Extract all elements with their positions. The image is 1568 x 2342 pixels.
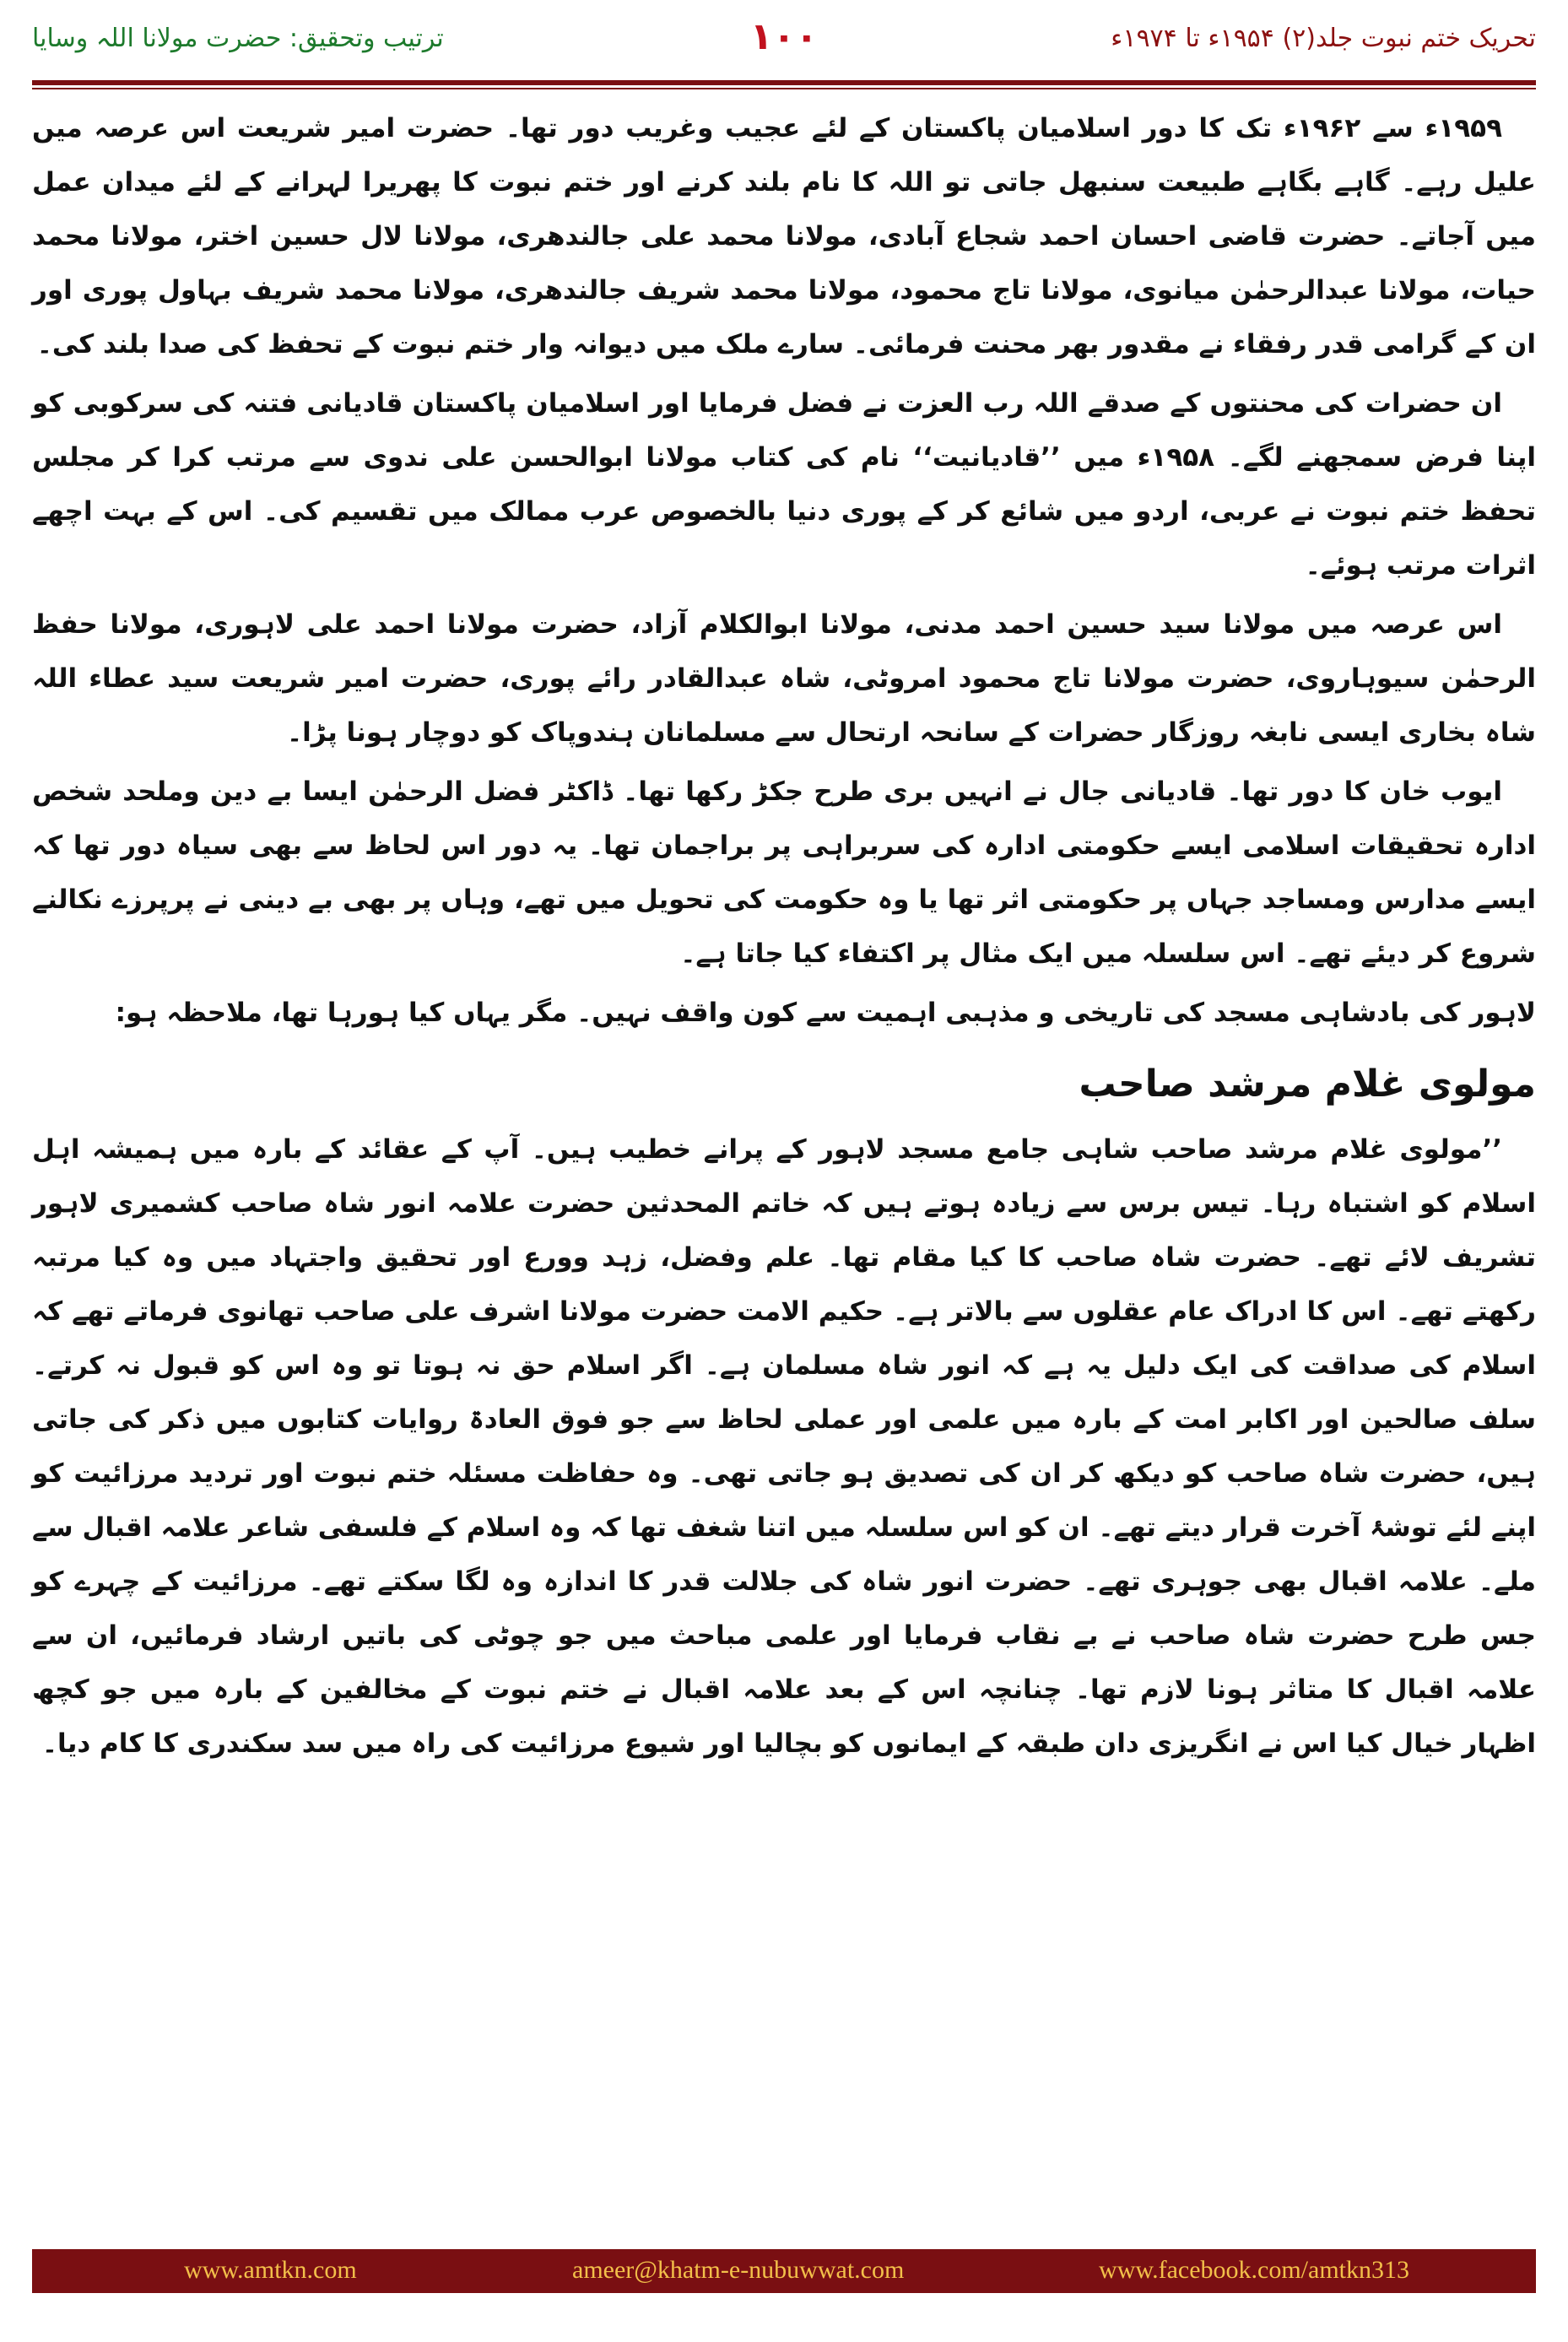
- header-compiler: ترتیب وتحقیق: حضرت مولانا اللہ وسایا: [32, 24, 444, 53]
- page-number: ۱۰۰: [749, 15, 819, 58]
- page-body: [32, 101, 1536, 2232]
- quote-paragraph: ’’مولوی غلام مرشد صاحب شاہی جامع مسجد لاہور کے پرانے خطیب ہیں۔ آپ کے عقائد کے بارہ میں ہمیشہ اہل اسلام کو اشتباہ رہا۔ تیس برس سے زیادہ ہوتے ہیں کہ خاتم المحدثین حضرت علامہ انور شاہ صاحب کشمیری لاہور تشریف لائے تھے۔ حضرت شاہ صاحب کا کیا مقام تھا۔ علم وفضل، زہد وورع اور تحقیق واجتہاد میں وہ کیا مرتبہ رکھتے تھے۔ اس کا ادراک عام عقلوں سے بالاتر ہے۔ حکیم الامت حضرت مولانا اشرف علی صاحب تھانوی فرماتے تھے کہ اسلام کی صداقت کی ایک دلیل یہ ہے کہ انور شاہ مسلمان ہے۔ اگر اسلام حق نہ ہوتا تو وہ اس کو قبول نہ کرتے۔ سلف صالحین اور اکابر امت کے بارہ میں علمی اور عملی لحاظ سے جو فوق العادۃ روایات کتابوں میں ذکر کی جاتی ہیں، حضرت شاہ صاحب کو دیکھ کر ان کی تصدیق ہو جاتی تھی۔ وہ حفاظت مسئلہ ختم نبوت اور تردید مرزائیت کو اپنے لئے توشۂ آخرت قرار دیتے تھے۔ ان کو اس سلسلہ میں اتنا شغف تھا کہ وہ اسلام کے فلسفی شاعر علامہ اقبال سے ملے۔ علامہ اقبال بھی جوہری تھے۔ حضرت انور شاہ کی جلالت قدر کا اندازہ وہ لگا سکتے تھے۔ مرزائیت کے چہرے کو جس طرح حضرت شاہ صاحب نے بے نقاب فرمایا اور علمی مباحث میں جو چوٹی کی باتیں ارشاد فرمائیں، ان سے علامہ اقبال کا متاثر ہونا لازم تھا۔ چنانچہ اس کے بعد علامہ اقبال نے ختم نبوت کے مخالفین کے بارہ میں جو کچھ اظہار خیال کیا اس نے انگریزی دان طبقہ کے ایمانوں کو بچالیا اور شیوع مرزائیت کی راہ میں سد سکندری کا کام دیا۔: [32, 1134, 1536, 1759]
- paragraph: ۱۹۵۹ء سے ۱۹۶۲ء تک کا دور اسلامیان پاکستان کے لئے عجیب وغریب دور تھا۔ حضرت امیر شریعت اس عرصہ میں علیل رہے۔ گاہے بگاہے طبیعت سنبھل جاتی تو اللہ کا نام بلند کرنے اور ختم نبوت کا پھریرا لہرانے کے لئے میدان عمل میں آجاتے۔ حضرت قاضی احسان احمد شجاع آبادی، مولانا محمد علی جالندھری، مولانا لال حسین اختر، مولانا محمد حیات، مولانا عبدالرحمٰن میانوی، مولانا تاج محمود، مولانا محمد شریف جالندھری، مولانا محمد شریف بہاول پوری اور ان کے گرامی قدر رفقاء نے مقدور بھر محنت فرمائی۔ سارے ملک میں دیوانہ وار ختم نبوت کے تحفظ کی صدا بلند کی۔: [32, 113, 1536, 360]
- header-book-title: تحریک ختم نبوت جلد(۲) ۱۹۵۴ء تا ۱۹۷۴ء: [1111, 24, 1536, 53]
- paragraph: ان حضرات کی محنتوں کے صدقے اللہ رب العزت نے فضل فرمایا اور اسلامیان پاکستان قادیانی فتنہ کی سرکوبی کو اپنا فرض سمجھنے لگے۔ ۱۹۵۸ء میں ’’قادیانیت‘‘ نام کی کتاب مولانا ابوالحسن علی ندوی سے مرتب کرا کر مجلس تحفظ ختم نبوت نے عربی، اردو میں شائع کر کے پوری دنیا بالخصوص عرب ممالک میں تقسیم کی۔ اس کے بہت اچھے اثرات مرتب ہوئے۔: [32, 388, 1536, 581]
- header-rule: [32, 80, 1536, 85]
- footer-website-link[interactable]: www.amtkn.com: [184, 2256, 357, 2284]
- paragraph: اس عرصہ میں مولانا سید حسین احمد مدنی، مولانا ابوالکلام آزاد، حضرت مولانا احمد علی لاہوری، مولانا حفظ الرحمٰن سیوہاروی، حضرت مولانا تاج محمود امروٹی، شاہ عبدالقادر رائے پوری، حضرت امیر شریعت سید عطاء اللہ شاہ بخاری ایسی نابغہ روزگار حضرات کے سانحہ ارتحال سے مسلمانان ہندوپاک کو دوچار ہونا پڑا۔: [32, 609, 1536, 748]
- paragraph: ایوب خان کا دور تھا۔ قادیانی جال نے انہیں بری طرح جکڑ رکھا تھا۔ ڈاکٹر فضل الرحمٰن ایسا بے دین وملحد شخص ادارہ تحقیقات اسلامی ایسے حکومتی ادارہ کی سربراہی پر براجمان تھا۔ یہ دور اس لحاظ سے بھی سیاہ دور تھا کہ ایسے مدارس ومساجد جہاں پر حکومتی اثر تھا یا وہ حکومت کی تحویل میں تھے، وہاں پر بھی بے دینی نے پرپرزے نکالنے شروع کر دیئے تھے۔ اس سلسلہ میں ایک مثال پر اکتفاء کیا جاتا ہے۔: [32, 776, 1536, 969]
- footer-facebook-link[interactable]: www.facebook.com/amtkn313: [1099, 2256, 1409, 2284]
- header-rule-thin: [32, 88, 1536, 89]
- footer-email-link[interactable]: ameer@khatm-e-nubuwwat.com: [572, 2256, 905, 2284]
- section-heading: مولوی غلام مرشد صاحب: [1079, 1063, 1536, 1106]
- paragraph: لاہور کی بادشاہی مسجد کی تاریخی و مذہبی اہمیت سے کون واقف نہیں۔ مگر یہاں کیا ہورہا تھا، ملاحظہ ہو:: [115, 998, 1536, 1028]
- page-header: [32, 15, 1536, 74]
- page-footer: [32, 2249, 1536, 2317]
